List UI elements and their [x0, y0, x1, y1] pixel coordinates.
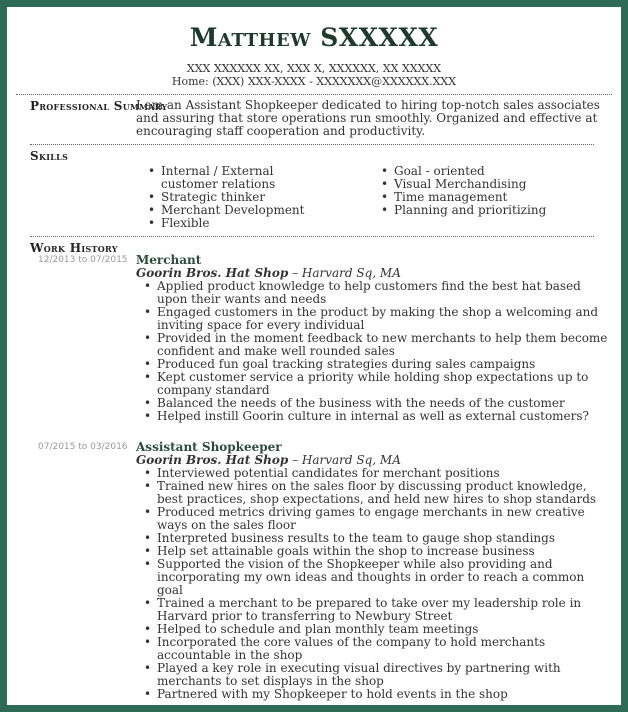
skill-item: • Time management: [378, 191, 598, 204]
list-item: • Trained new hires on the sales floor by discussing product knowledge, best practices, shop expectations, and held new hires to shop standards: [141, 480, 612, 506]
job-title: Merchant: [136, 253, 202, 267]
list-item: • Partnered with my Shopkeeper to hold events in the shop: [141, 688, 612, 701]
job-entry: [16, 440, 612, 701]
contact-block: [16, 62, 612, 88]
job-details: [136, 440, 612, 701]
list-item: • Applied product knowledge to help customers find the best hat based upon their wants and needs: [141, 280, 612, 306]
list-item: • Played a key role in executing visual directives by partnering with merchants to set displays in the shop: [141, 662, 612, 688]
list-item: • Trained a merchant to be prepared to take over my leadership role in Harvard prior to transferring to Newbury Street: [141, 597, 612, 623]
list-item: • Incorporated the core values of the company to hold merchants accountable in the shop: [141, 636, 612, 662]
summary-section: [16, 99, 612, 138]
skills-list: [145, 165, 612, 230]
section-divider: [30, 236, 594, 237]
list-item: • Balanced the needs of the business with the needs of the customer: [141, 397, 612, 410]
job-details: [136, 253, 612, 423]
skill-item: • Merchant Development: [145, 204, 315, 217]
list-item: • Kept customer service a priority while holding shop expectations up to company standard: [141, 371, 612, 397]
summary-heading: Professional Summary: [30, 99, 168, 113]
job-dates: 07/2015 to 03/2016: [38, 442, 128, 452]
list-item: • Helped to schedule and plan monthly team meetings: [141, 623, 612, 636]
address-line: XXX XXXXXX XX, XXX X, XXXXXX, XX XXXXX: [186, 62, 442, 75]
skill-item: • Visual Merchandising: [378, 178, 598, 191]
job-location: – Harvard Sq, MA: [288, 453, 401, 467]
company-name: Goorin Bros. Hat Shop: [136, 266, 289, 280]
list-item: • Supported the vision of the Shopkeeper while also providing and incorporating my own ideas and thoughts in order to reach a common goal: [141, 558, 612, 597]
job-bullets: [141, 467, 612, 701]
skill-item: • Strategic thinker: [145, 191, 315, 204]
section-divider: [16, 94, 612, 95]
skill-item: • Planning and prioritizing: [378, 204, 598, 217]
skill-item: • Goal - oriented: [378, 165, 598, 178]
list-item: • Produced fun goal tracking strategies during sales campaigns: [141, 358, 612, 371]
company-name: Goorin Bros. Hat Shop: [136, 453, 289, 467]
list-item: • Help set attainable goals within the shop to increase business: [141, 545, 612, 558]
summary-text: I am an Assistant Shopkeeper dedicated to hiring top-notch sales associates and assuring that store operations run smoothly. Organized and effective at encouraging staff cooperation and productivity.: [136, 98, 600, 138]
job-title: Assistant Shopkeeper: [136, 440, 282, 454]
list-item: • Interviewed potential candidates for merchant positions: [141, 467, 612, 480]
list-item: • Interpreted business results to the team to gauge shop standings: [141, 532, 612, 545]
section-divider: [30, 144, 594, 145]
skills-column-right: [378, 165, 598, 230]
phone-email-line: Home: (XXX) XXX-XXXX - XXXXXXX@XXXXXX.XXX: [171, 75, 457, 88]
skills-column-left: [145, 165, 315, 230]
skill-item: • Flexible: [145, 217, 315, 230]
job-entry: [16, 253, 612, 423]
job-bullets: [141, 280, 612, 423]
list-item: • Provided in the moment feedback to new merchants to help them become confident and make well rounded sales: [141, 332, 612, 358]
work-history-heading: Work History: [30, 241, 118, 255]
list-item: • Engaged customers in the product by making the shop a welcoming and inviting space for every individual: [141, 306, 612, 332]
candidate-name: Matthew SXXXXX: [189, 23, 439, 52]
skill-item: • Internal / External customer relations: [145, 165, 315, 191]
skills-heading: Skills: [30, 149, 69, 163]
resume-document: [16, 13, 612, 705]
job-location: – Harvard Sq, MA: [288, 266, 401, 280]
list-item: • Produced metrics driving games to engage merchants in new creative ways on the sales floor: [141, 506, 612, 532]
job-dates: 12/2013 to 07/2015: [38, 255, 128, 265]
list-item: • Helped instill Goorin culture in internal as well as external customers?: [141, 410, 612, 423]
